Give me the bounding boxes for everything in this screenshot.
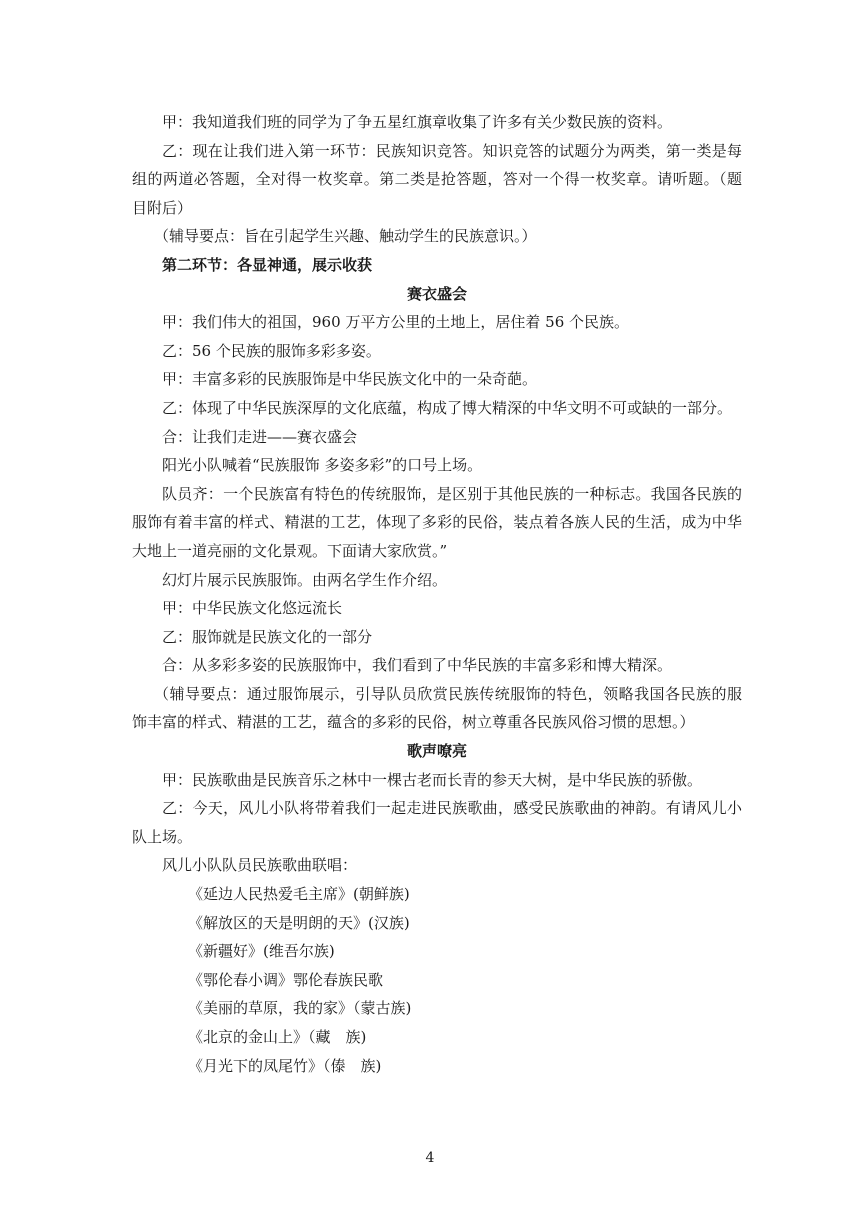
text-line: 甲：丰富多彩的民族服饰是中华民族文化中的一朵奇葩。 [162,370,538,389]
text-line: 队员齐：一个民族富有特色的传统服饰，是区别于其他民族的一种标志。我国各民族的 [162,484,742,503]
song-item: 《北京的金山上》（藏 族) [188,1028,367,1046]
text-line: 甲：我们伟大的祖国，960 万平方公里的土地上，居住着 56 个民族。 [162,313,630,332]
subsection-title: 赛衣盛会 [406,284,467,303]
text-line: 队上场。 [132,827,193,846]
text-line: 组的两道必答题，全对得一枚奖章。第二类是抢答题，答对一个得一枚奖章。请听题。（题 [132,170,742,189]
text-line: 甲：我知道我们班的同学为了争五星红旗章收集了许多有关少数民族的资料。 [162,113,673,131]
song-item: 《月光下的凤尾竹》（傣 族) [188,1056,382,1075]
text-line: 幻灯片展示民族服饰。由两名学生作介绍。 [162,570,448,589]
subsection-title: 歌声嘹亮 [406,742,467,761]
song-item: 《解放区的天是明朗的天》(汉族) [188,913,410,932]
guidance-note: （辅导要点：旨在引起学生兴趣、触动学生的民族意识。） [154,227,537,246]
song-item: 《新疆好》(维吾尔族) [188,942,335,961]
song-item: 《鄂伦春小调》鄂伦春族民歌 [188,970,384,989]
section-heading: 第二环节：各显神通，展示收获 [162,255,373,274]
guidance-note: 饰丰富的样式、精湛的工艺，蕴含的多彩的民俗，树立尊重各民族风俗习惯的思想。） [132,713,695,732]
guidance-note: （辅导要点：通过服饰展示，引导队员欣赏民族传统服饰的特色，领略我国各民族的服 [154,684,742,703]
text-line: 大地上一道亮丽的文化景观。下面请大家欣赏。” [132,541,448,560]
song-item: 《延边人民热爱毛主席》(朝鲜族) [188,885,410,904]
text-line: 乙：体现了中华民族深厚的文化底蕴，构成了博大精深的中华文明不可或缺的一部分。 [162,398,733,417]
page-number: 4 [425,1150,435,1166]
text-line: 乙：56 个民族的服饰多彩多姿。 [162,341,381,360]
text-line: 风儿小队队员民族歌曲联唱： [162,856,358,875]
text-line: 服饰有着丰富的样式、精湛的工艺，体现了多彩的民俗，装点着各族人民的生活，成为中华 [132,513,742,532]
text-line: 甲：中华民族文化悠远流长 [162,599,343,618]
text-line: 乙：现在让我们进入第一环节：民族知识竞答。知识竞答的试题分为两类，第一类是每 [162,141,742,160]
text-line: 乙：服饰就是民族文化的一部分 [162,627,373,646]
text-line: 乙：今天，风儿小队将带着我们一起走进民族歌曲，感受民族歌曲的神韵。有请风儿小 [162,799,742,818]
text-line: 合：从多彩多姿的民族服饰中，我们看到了中华民族的丰富多彩和博大精深。 [162,656,673,675]
text-line: 阳光小队喊着“民族服饰 多姿多彩”的口号上场。 [162,456,483,475]
text-line: 合：让我们走进——赛衣盛会 [162,427,358,446]
text-line: 目附后） [132,198,193,217]
text-line: 甲：民族歌曲是民族音乐之林中一棵古老而长青的参天大树，是中华民族的骄傲。 [162,770,703,789]
document-body [132,108,742,1080]
song-item: 《美丽的草原，我的家》（蒙古族) [188,999,412,1018]
